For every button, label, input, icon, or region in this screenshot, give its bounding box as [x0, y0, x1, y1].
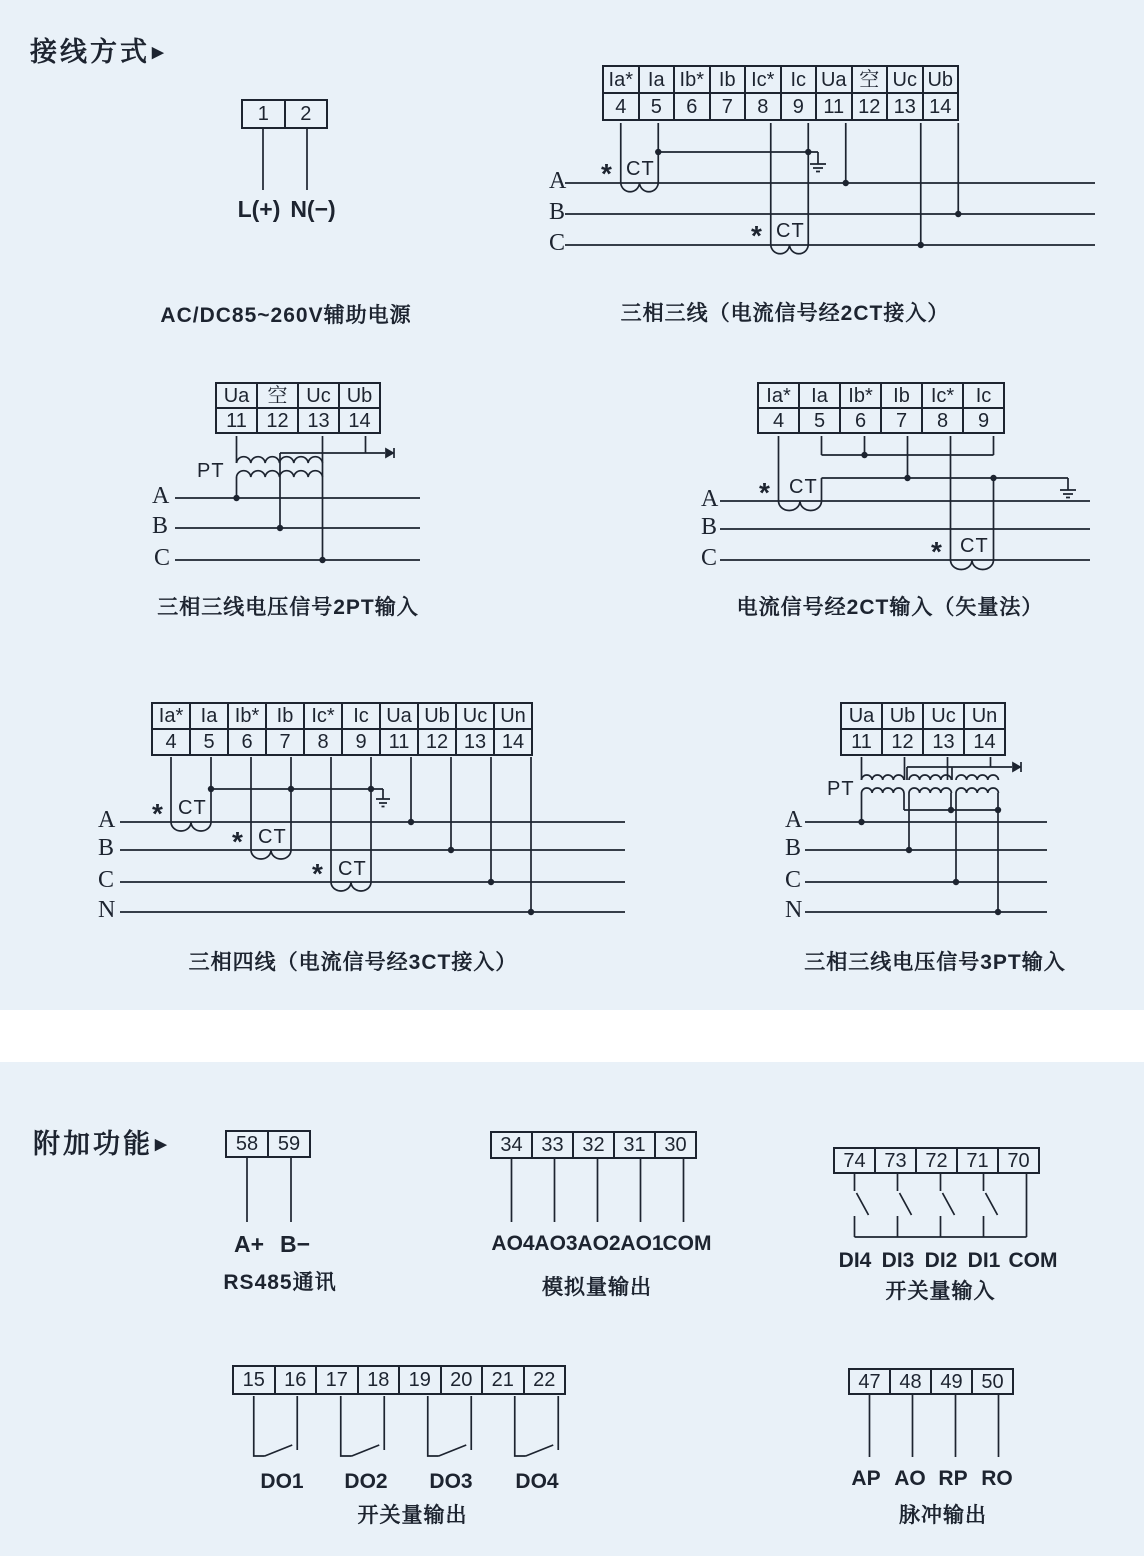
terminal-cell: 17 — [315, 1365, 359, 1395]
phase-label-b: B — [98, 835, 115, 861]
terminal-cell: 8 — [744, 92, 782, 121]
ct-label: CT — [960, 535, 989, 557]
terminal-cell: 71 — [956, 1147, 999, 1174]
terminal-block-di — [833, 1147, 1040, 1174]
terminal-cell: 8 — [303, 728, 343, 756]
section-title-extra — [33, 1122, 167, 1161]
caption-aux-power: AC/DC85~260V辅助电源 — [160, 304, 412, 327]
polarity-star: * — [759, 477, 770, 508]
pt-label: PT — [827, 778, 855, 800]
terminal-cell: Ua — [840, 702, 883, 730]
terminal-cell: Un — [963, 702, 1006, 730]
terminal-cell: Ua — [379, 702, 419, 730]
terminal-cell: Ic* — [921, 382, 964, 409]
aux-power-wires — [263, 129, 307, 190]
terminal-cell: 15 — [232, 1365, 276, 1395]
polarity-star: * — [751, 220, 762, 251]
phase-label-c: C — [98, 867, 115, 893]
terminal-block-do — [232, 1365, 566, 1395]
terminal-cell: 2 — [284, 99, 329, 129]
terminal-cell: 8 — [921, 407, 964, 434]
terminal-cell: Ia* — [602, 65, 640, 94]
phase-label-c: C — [701, 545, 718, 571]
pin-label-ao1: AO1 — [620, 1232, 664, 1255]
caption-analog-output: 模拟量输出 — [542, 1276, 652, 1299]
terminal-cell: Un — [493, 702, 533, 730]
phase-label-b: B — [152, 513, 169, 539]
terminal-cell: 18 — [357, 1365, 401, 1395]
terminal-cell: 12 — [881, 728, 924, 756]
terminal-cell: Ub — [417, 702, 457, 730]
pin-label-ro: RO — [981, 1467, 1013, 1490]
pin-label-com: COM — [1008, 1249, 1058, 1272]
pin-label-N: N(−) — [290, 196, 336, 222]
caption-3pt: 三相三线电压信号3PT输入 — [804, 951, 1066, 974]
terminal-cell: 13 — [297, 407, 340, 434]
caption-digital-input: 开关量输入 — [885, 1280, 996, 1303]
terminal-cell: Ia — [189, 702, 229, 730]
pin-label-di3: DI3 — [881, 1249, 915, 1272]
ct-label: CT — [776, 220, 805, 242]
pin-label-ao: AO — [894, 1467, 926, 1490]
caption-3p4w-3ct: 三相四线（电流信号经3CT接入） — [188, 951, 518, 974]
phase-label-b: B — [701, 514, 718, 540]
terminal-cell: 49 — [930, 1368, 973, 1395]
polarity-star: * — [232, 826, 243, 857]
terminal-cell: Ia* — [757, 382, 800, 409]
terminal-cell: 59 — [267, 1130, 311, 1158]
terminal-cell: 73 — [874, 1147, 917, 1174]
terminal-cell: 19 — [398, 1365, 442, 1395]
terminal-block-3pt — [840, 702, 1006, 756]
phase-label-a: A — [549, 168, 567, 194]
terminal-cell: 7 — [265, 728, 305, 756]
terminal-cell: 12 — [851, 92, 889, 121]
do-wires — [254, 1396, 559, 1456]
terminal-cell: 32 — [572, 1131, 615, 1159]
terminal-cell: 12 — [417, 728, 457, 756]
terminal-cell: Uc — [886, 65, 924, 94]
terminal-block-rs485 — [225, 1130, 311, 1158]
terminal-cell: 20 — [440, 1365, 484, 1395]
terminal-block-ao — [490, 1131, 697, 1159]
terminal-cell: Ic — [962, 382, 1005, 409]
caption-pulse-output: 脉冲输出 — [899, 1504, 987, 1527]
terminal-block-2pt — [215, 382, 381, 434]
polarity-star: * — [152, 798, 163, 829]
terminal-cell: 空 — [851, 65, 889, 94]
pt-label: PT — [197, 460, 225, 482]
terminal-cell: Ic* — [744, 65, 782, 94]
terminal-cell: Ia — [798, 382, 841, 409]
terminal-block-3ct — [151, 702, 533, 756]
terminal-cell: 4 — [602, 92, 640, 121]
phase-label-b: B — [785, 835, 802, 861]
terminal-cell: 9 — [780, 92, 818, 121]
section-title-text: 接线方式 — [30, 37, 150, 67]
pin-label-rp: RP — [938, 1467, 968, 1490]
phase-label-n: N — [785, 897, 803, 923]
pin-label-a-plus: A+ — [233, 1231, 265, 1257]
terminal-cell: 4 — [151, 728, 191, 756]
polarity-star: * — [601, 158, 612, 189]
pin-label-ao4: AO4 — [491, 1232, 535, 1255]
pin-label-do4: DO4 — [515, 1470, 559, 1493]
terminal-cell: 14 — [922, 92, 960, 121]
terminal-cell: Ua — [215, 382, 258, 409]
ct-label: CT — [338, 858, 367, 880]
terminal-cell: Ub — [338, 382, 381, 409]
triangle-right-icon: ▶ — [155, 1136, 167, 1153]
terminal-cell: 33 — [531, 1131, 574, 1159]
phase-label-a: A — [152, 483, 170, 509]
terminal-cell: 11 — [215, 407, 258, 434]
phase-label-b: B — [549, 199, 566, 225]
polarity-star: * — [312, 858, 323, 889]
terminal-cell: Ib — [265, 702, 305, 730]
ct2-wires — [565, 123, 1095, 254]
terminal-cell: Ic — [780, 65, 818, 94]
terminal-cell: Ia — [638, 65, 676, 94]
terminal-cell: 11 — [379, 728, 419, 756]
caption-3p3w-2ct: 三相三线（电流信号经2CT接入） — [620, 302, 950, 325]
pin-label-com: COM — [662, 1232, 712, 1255]
pulse-wires — [870, 1395, 999, 1457]
terminal-cell: Ua — [815, 65, 853, 94]
terminal-cell: 9 — [341, 728, 381, 756]
caption-digital-output: 开关量输出 — [357, 1504, 468, 1527]
triangle-right-icon: ▶ — [152, 44, 164, 61]
pin-label-di2: DI2 — [924, 1249, 958, 1272]
terminal-cell: 16 — [274, 1365, 318, 1395]
phase-label-a: A — [701, 486, 719, 512]
terminal-cell: 空 — [256, 382, 299, 409]
terminal-block-pulse — [848, 1368, 1014, 1395]
rs485-wires — [247, 1158, 291, 1222]
pin-label-do1: DO1 — [260, 1470, 304, 1493]
terminal-cell: Ib* — [673, 65, 711, 94]
terminal-cell: 72 — [915, 1147, 958, 1174]
di-wires — [855, 1174, 1027, 1237]
terminal-cell: Uc — [922, 702, 965, 730]
terminal-cell: Ib* — [839, 382, 882, 409]
phase-label-n: N — [98, 897, 116, 923]
pin-label-ao3: AO3 — [534, 1232, 578, 1255]
terminal-cell: 11 — [840, 728, 883, 756]
ct2v-wires — [720, 436, 1090, 570]
terminal-cell: Ic* — [303, 702, 343, 730]
terminal-cell: 9 — [962, 407, 1005, 434]
terminal-cell: 6 — [227, 728, 267, 756]
terminal-cell: 13 — [922, 728, 965, 756]
terminal-cell: 11 — [815, 92, 853, 121]
terminal-cell: 47 — [848, 1368, 891, 1395]
terminal-cell: 34 — [490, 1131, 533, 1159]
terminal-block-2ct — [602, 65, 959, 121]
terminal-cell: 1 — [241, 99, 286, 129]
phase-label-a: A — [785, 807, 803, 833]
terminal-cell: Ia* — [151, 702, 191, 730]
polarity-star: * — [931, 536, 942, 567]
pin-label-do2: DO2 — [344, 1470, 388, 1493]
terminal-cell: 48 — [889, 1368, 932, 1395]
caption-2ct-vector: 电流信号经2CT输入（矢量法） — [736, 596, 1044, 619]
terminal-cell: 12 — [256, 407, 299, 434]
pin-label-b-minus: B− — [279, 1231, 311, 1257]
terminal-cell: Ub — [881, 702, 924, 730]
caption-rs485: RS485通讯 — [223, 1271, 337, 1294]
ct-label: CT — [258, 826, 287, 848]
terminal-cell: 5 — [638, 92, 676, 121]
terminal-cell: 14 — [963, 728, 1006, 756]
terminal-cell: 14 — [493, 728, 533, 756]
phase-label-c: C — [549, 230, 566, 256]
terminal-cell: Ib — [709, 65, 747, 94]
ct-label: CT — [626, 158, 655, 180]
terminal-cell: Ib* — [227, 702, 267, 730]
terminal-cell: Ib — [880, 382, 923, 409]
ct3-wires — [120, 757, 625, 915]
terminal-block-2ct-vector — [757, 382, 1005, 434]
phase-label-c: C — [154, 545, 171, 571]
pin-label-do3: DO3 — [429, 1470, 473, 1493]
terminal-cell: 5 — [189, 728, 229, 756]
terminal-cell: 30 — [654, 1131, 697, 1159]
terminal-cell: 14 — [338, 407, 381, 434]
section-title-text: 附加功能 — [33, 1129, 153, 1159]
terminal-block-aux — [241, 99, 328, 129]
terminal-cell: 13 — [455, 728, 495, 756]
ct-label: CT — [789, 476, 818, 498]
pin-label-di1: DI1 — [967, 1249, 1001, 1272]
phase-label-c: C — [785, 867, 802, 893]
terminal-cell: 58 — [225, 1130, 269, 1158]
terminal-cell: 70 — [997, 1147, 1040, 1174]
terminal-cell: 50 — [971, 1368, 1014, 1395]
terminal-cell: 74 — [833, 1147, 876, 1174]
terminal-cell: 22 — [523, 1365, 567, 1395]
terminal-cell: Uc — [455, 702, 495, 730]
pin-label-di4: DI4 — [838, 1249, 872, 1272]
terminal-cell: 6 — [839, 407, 882, 434]
terminal-cell: 21 — [481, 1365, 525, 1395]
terminal-cell: 4 — [757, 407, 800, 434]
ct-label: CT — [178, 797, 207, 819]
section-title-wiring — [30, 30, 164, 69]
pt2-wires — [175, 436, 420, 563]
ao-wires — [512, 1159, 684, 1222]
caption-2pt: 三相三线电压信号2PT输入 — [157, 596, 419, 619]
terminal-cell: 5 — [798, 407, 841, 434]
terminal-cell: 13 — [886, 92, 924, 121]
terminal-cell: Ic — [341, 702, 381, 730]
terminal-cell: 6 — [673, 92, 711, 121]
terminal-cell: Ub — [922, 65, 960, 94]
terminal-cell: 7 — [880, 407, 923, 434]
terminal-cell: Uc — [297, 382, 340, 409]
terminal-cell: 7 — [709, 92, 747, 121]
phase-label-a: A — [98, 807, 116, 833]
pin-label-L: L(+) — [237, 196, 281, 222]
pin-label-ao2: AO2 — [577, 1232, 621, 1255]
terminal-cell: 31 — [613, 1131, 656, 1159]
pin-label-ap: AP — [851, 1467, 881, 1490]
